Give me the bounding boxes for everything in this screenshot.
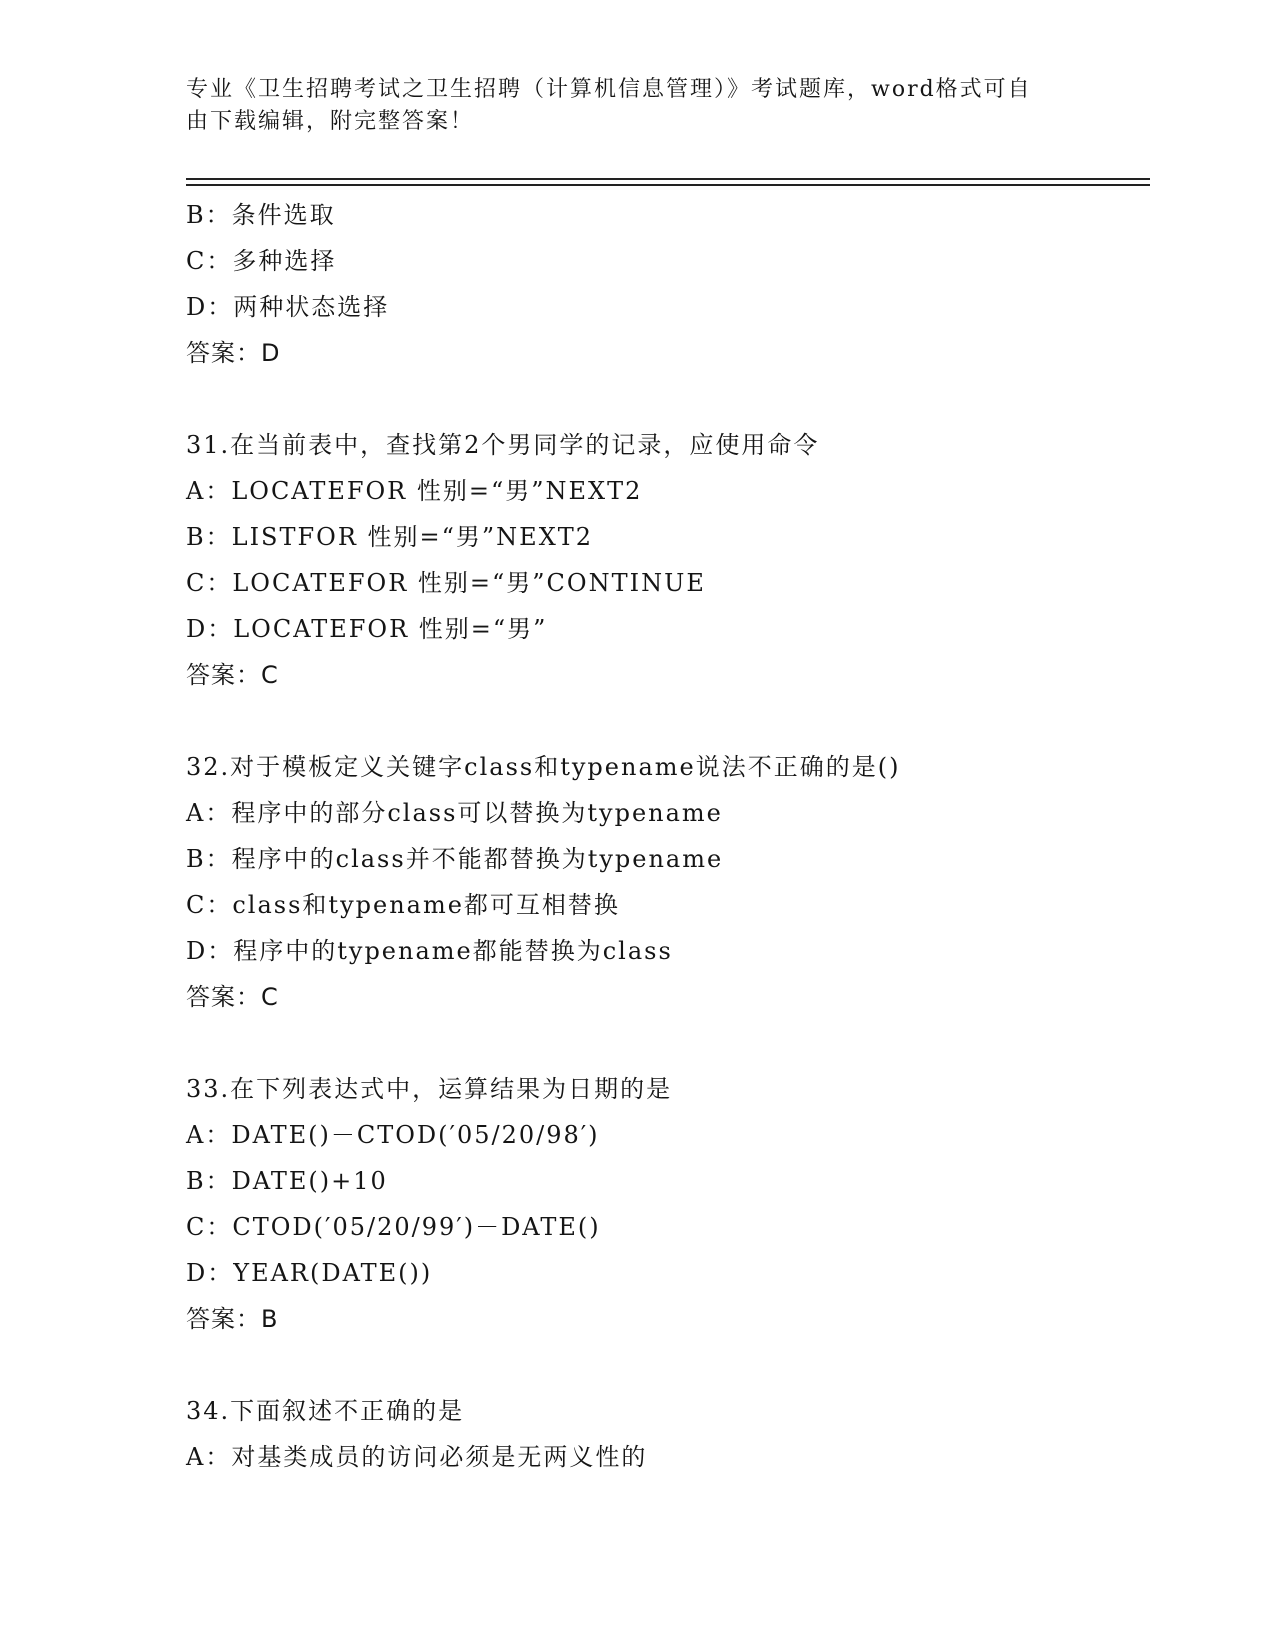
question-text: 31.在当前表中，查找第2个男同学的记录，应使用命令 <box>186 431 820 459</box>
option-a: A：程序中的部分class可以替换为typename <box>186 799 723 827</box>
header-line-2: 由下载编辑，附完整答案！ <box>186 109 475 134</box>
question-list <box>186 192 1150 1480</box>
option-a: A：LOCATEFOR 性别=“男”NEXT2 <box>186 477 643 505</box>
header-line-1: 专业《卫生招聘考试之卫生招聘（计算机信息管理）》考试题库，word格式可自 <box>186 77 1032 102</box>
question-text: 33.在下列表达式中，运算结果为日期的是 <box>186 1075 673 1103</box>
question-text: 34.下面叙述不正确的是 <box>186 1397 465 1425</box>
question-text: 32.对于模板定义关键字class和typename说法不正确的是() <box>186 753 901 781</box>
option-c: C：CTOD(′05/20/99′)－DATE() <box>186 1213 601 1241</box>
question-block-33 <box>186 1066 1150 1342</box>
spacer <box>186 1020 1150 1066</box>
header-divider-thin <box>186 184 1150 186</box>
option-c: C：LOCATEFOR 性别=“男”CONTINUE <box>186 569 706 597</box>
header-divider-thick <box>186 178 1150 180</box>
option-b: B：DATE()+10 <box>186 1167 388 1195</box>
option-a: A：对基类成员的访问必须是无两义性的 <box>186 1443 648 1471</box>
spacer <box>186 1342 1150 1388</box>
answer-line: 答案：C <box>186 983 279 1011</box>
document-header <box>186 74 1066 138</box>
answer-line: 答案：B <box>186 1305 279 1333</box>
answer-line: 答案：C <box>186 661 279 689</box>
option-d: D：程序中的typename都能替换为class <box>186 937 673 965</box>
spacer <box>186 698 1150 744</box>
option-d: D：YEAR(DATE()) <box>186 1259 433 1287</box>
option-a: A：DATE()－CTOD(′05/20/98′) <box>186 1121 600 1149</box>
option-c: C：多种选择 <box>186 247 337 275</box>
option-b: B：程序中的class并不能都替换为typename <box>186 845 724 873</box>
question-block-34 <box>186 1388 1150 1480</box>
spacer <box>186 376 1150 422</box>
question-block-30-continued <box>186 192 1150 376</box>
question-block-32 <box>186 744 1150 1020</box>
option-b: B：LISTFOR 性别=“男”NEXT2 <box>186 523 594 551</box>
option-b: B：条件选取 <box>186 201 336 229</box>
option-c: C：class和typename都可互相替换 <box>186 891 620 919</box>
option-d: D：两种状态选择 <box>186 293 390 321</box>
answer-line: 答案：D <box>186 339 281 367</box>
option-d: D：LOCATEFOR 性别=“男” <box>186 615 548 643</box>
question-block-31 <box>186 422 1150 698</box>
